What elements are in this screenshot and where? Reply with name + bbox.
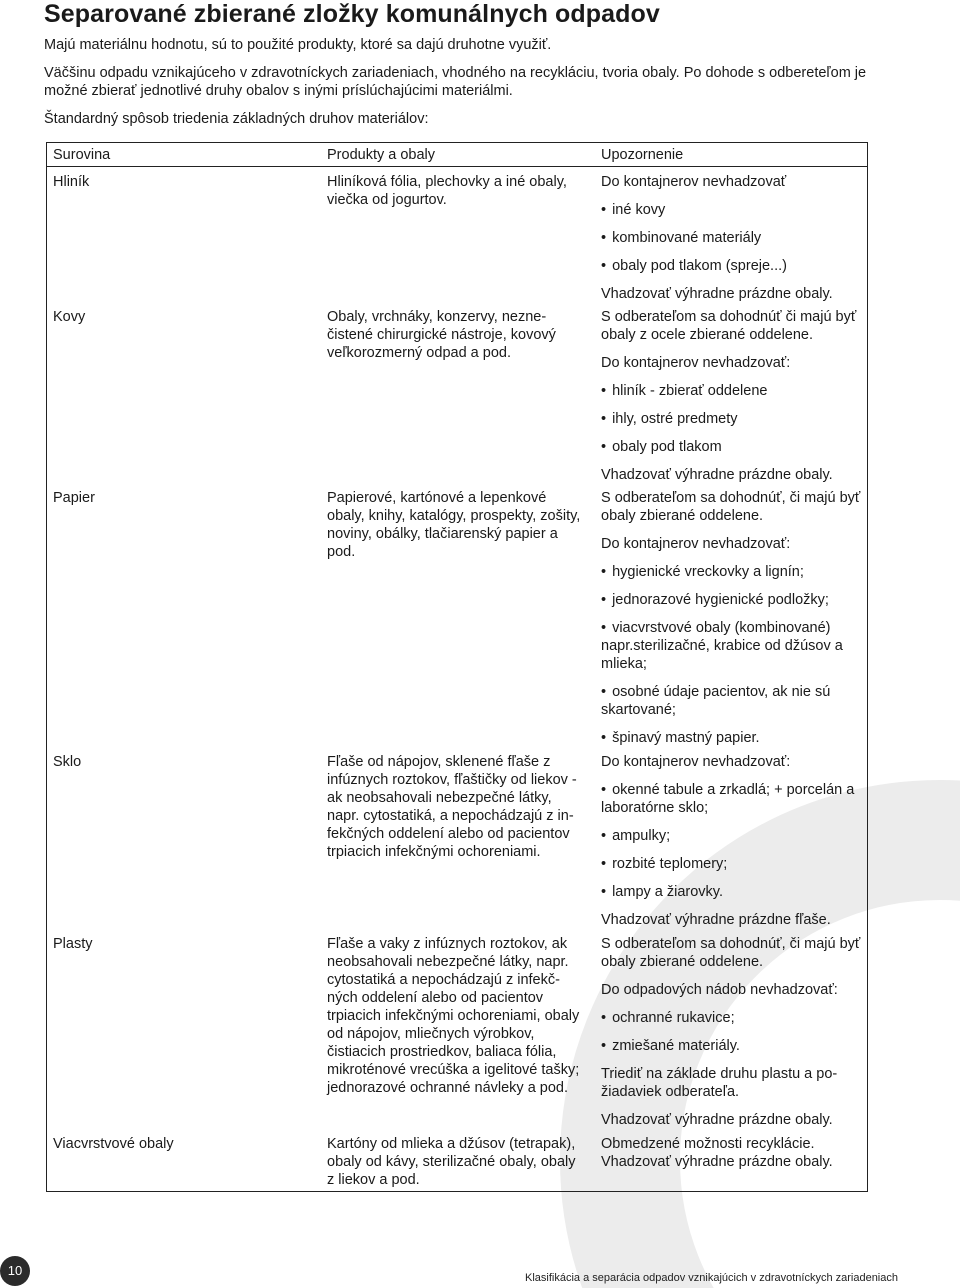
intro-paragraph-1: Majú materiálnu hodnotu, sú to použité produkty, ktoré sa dajú druhotne využiť. <box>44 37 552 53</box>
warning-bullet-item: • zmiešané materiály. <box>601 1037 861 1055</box>
warning-text: S odberateľom sa dohodnúť či majú byť obaly z ocele zbierané oddelene. <box>601 309 857 343</box>
warning-bullet-item: • ochranné rukavice; <box>601 1009 861 1027</box>
warning-bullet-item: • špinavý mastný papier. <box>601 729 861 747</box>
table-row-plasty <box>47 935 867 1139</box>
warning-bullet-item: • hygienické vreckovky a lignín; <box>601 563 861 581</box>
warning-bullet-item: • ampulky; <box>601 827 861 845</box>
warning-bullet-item: • ihly, ostré predmety <box>601 410 861 428</box>
warning-text: Do kontajnerov nevhadzovať: <box>601 536 791 552</box>
warning-bullet-item: • kombinované materiály <box>601 229 861 247</box>
header-upozornenie: Upozornenie <box>601 147 684 163</box>
products-cell: Papierové, kartónové a lepenkové obaly, knihy, katalógy, prospekty, zošity, noviny, obálky, tlačiarenský papier a pod. <box>327 490 581 560</box>
warnings-cell <box>595 753 867 939</box>
warning-bullet-item: • obaly pod tlakom (spreje...) <box>601 257 861 275</box>
warnings-cell <box>595 935 867 1139</box>
footer-title: Klasifikácia a separácia odpadov vznikajúcich v zdravotníckych zariadeniach <box>525 1272 898 1284</box>
warning-bullet-item: • obaly pod tlakom <box>601 438 861 456</box>
table-row-papier <box>47 489 867 757</box>
intro-paragraph-3: Štandardný spôsob triedenia základných druhov materiálov: <box>44 111 429 127</box>
header-surovina: Surovina <box>53 147 111 163</box>
warning-text: Do kontajnerov nevhadzovať <box>601 174 787 190</box>
page-number-badge: 10 <box>0 1256 30 1286</box>
warning-text: S odberateľom sa dohodnúť, či majú byť obaly zbierané oddelene. <box>601 936 861 970</box>
warning-text: Vhadzovať výhradne prázdne obaly. <box>601 1112 833 1128</box>
materials-table <box>46 142 868 1192</box>
warning-bullet-item: • hliník - zbierať oddelene <box>601 382 861 400</box>
warning-bullet-item: • lampy a žiarovky. <box>601 883 861 901</box>
material-cell: Plasty <box>53 936 93 952</box>
warning-text: Vhadzovať výhradne prázdne fľaše. <box>601 912 831 928</box>
warning-bullet-item: • okenné tabule a zrkadlá; + porcelán a laboratórne sklo; <box>601 781 861 817</box>
material-cell: Viacvrstvové obaly <box>53 1136 174 1152</box>
warning-bullet-item: • rozbité teplomery; <box>601 855 861 873</box>
table-header-row <box>47 143 867 167</box>
material-cell: Sklo <box>53 754 82 770</box>
warnings-cell <box>595 308 867 494</box>
products-cell: Obaly, vrchnáky, konzervy, neznečistené chirurgické nástroje, kovový veľkorozmerný odpad a pod. <box>327 309 556 361</box>
warning-text: Vhadzovať výhradne prázdne obaly. <box>601 1154 833 1170</box>
page-title: Separované zbierané zložky komunálnych odpadov <box>44 0 660 28</box>
warning-text: Vhadzovať výhradne prázdne obaly. <box>601 467 833 483</box>
warning-bullet-item: • iné kovy <box>601 201 861 219</box>
warning-text: Do odpadových nádob nevhadzovať: <box>601 982 838 998</box>
warnings-cell <box>595 173 867 313</box>
products-cell: Kartóny od mlieka a džúsov (tetrapak), obaly od kávy, sterilizačné obaly, obaly z liekov a pod. <box>327 1136 576 1188</box>
table-row-viacvrstvove <box>47 1135 867 1189</box>
material-cell: Papier <box>53 490 95 506</box>
warnings-cell <box>595 489 867 757</box>
products-cell: Fľaše a vaky z infúznych roztokov, ak neobsahovali nebezpečné látky, napr. cytostatiká a nepochádzajú z infekčných oddelení alebo od pacientov trpiacich infekčnými ochoreniami, obaly od nápojov, mliečnych výrobkov, čistiacich prostriedkov, baliaca fólia, mikroténové vrecúška a igelitové tašky; jednorazové ochranné návleky a pod. <box>327 936 580 1096</box>
warning-bullet-item: • viacvrstvové obaly (kombinované) napr.sterilizačné, krabice od džúsov a mlieka; <box>601 619 861 673</box>
intro-paragraph-2: Väčšinu odpadu vznikajúceho v zdravotníckych zariadeniach, vhodného na recykláciu, tvoria obaly. Po dohode s odbereteľom je možné zbierať jednotlivé druhy obalov s inými príslúchajúcimi materiálmi. <box>44 65 867 99</box>
warning-text: Triediť na základe druhu plastu a požiadaviek odberateľa. <box>601 1066 838 1100</box>
products-cell: Fľaše od nápojov, sklenené fľaše z infúznych roztokov, fľaštičky od liekov - ak neobsahovali nebezpečné látky, napr. cytostatiká, a nepochádzajú z infekčných oddelení alebo od pacientov trpiacich infekčnými ochoreniami. <box>327 754 577 860</box>
warning-bullet-item: • osobné údaje pacientov, ak nie sú skartované; <box>601 683 861 719</box>
table-row-kovy <box>47 308 867 494</box>
material-cell: Hliník <box>53 174 90 190</box>
products-cell: Hliníková fólia, plechovky a iné obaly, viečka od jogurtov. <box>327 174 567 208</box>
warning-bullet-item: • jednorazové hygienické podložky; <box>601 591 861 609</box>
warning-text: Vhadzovať výhradne prázdne obaly. <box>601 286 833 302</box>
table-row-sklo <box>47 753 867 939</box>
warning-text: Do kontajnerov nevhadzovať: <box>601 754 791 770</box>
warnings-cell <box>595 1135 867 1189</box>
intro-section <box>44 36 874 138</box>
material-cell: Kovy <box>53 309 86 325</box>
warning-text: Obmedzené možnosti recyklácie. <box>601 1136 815 1152</box>
table-row-hlinik <box>47 173 867 313</box>
header-produkty: Produkty a obaly <box>327 147 436 163</box>
warning-text: S odberateľom sa dohodnúť, či majú byť obaly zbierané oddelene. <box>601 490 861 524</box>
warning-text: Do kontajnerov nevhadzovať: <box>601 355 791 371</box>
